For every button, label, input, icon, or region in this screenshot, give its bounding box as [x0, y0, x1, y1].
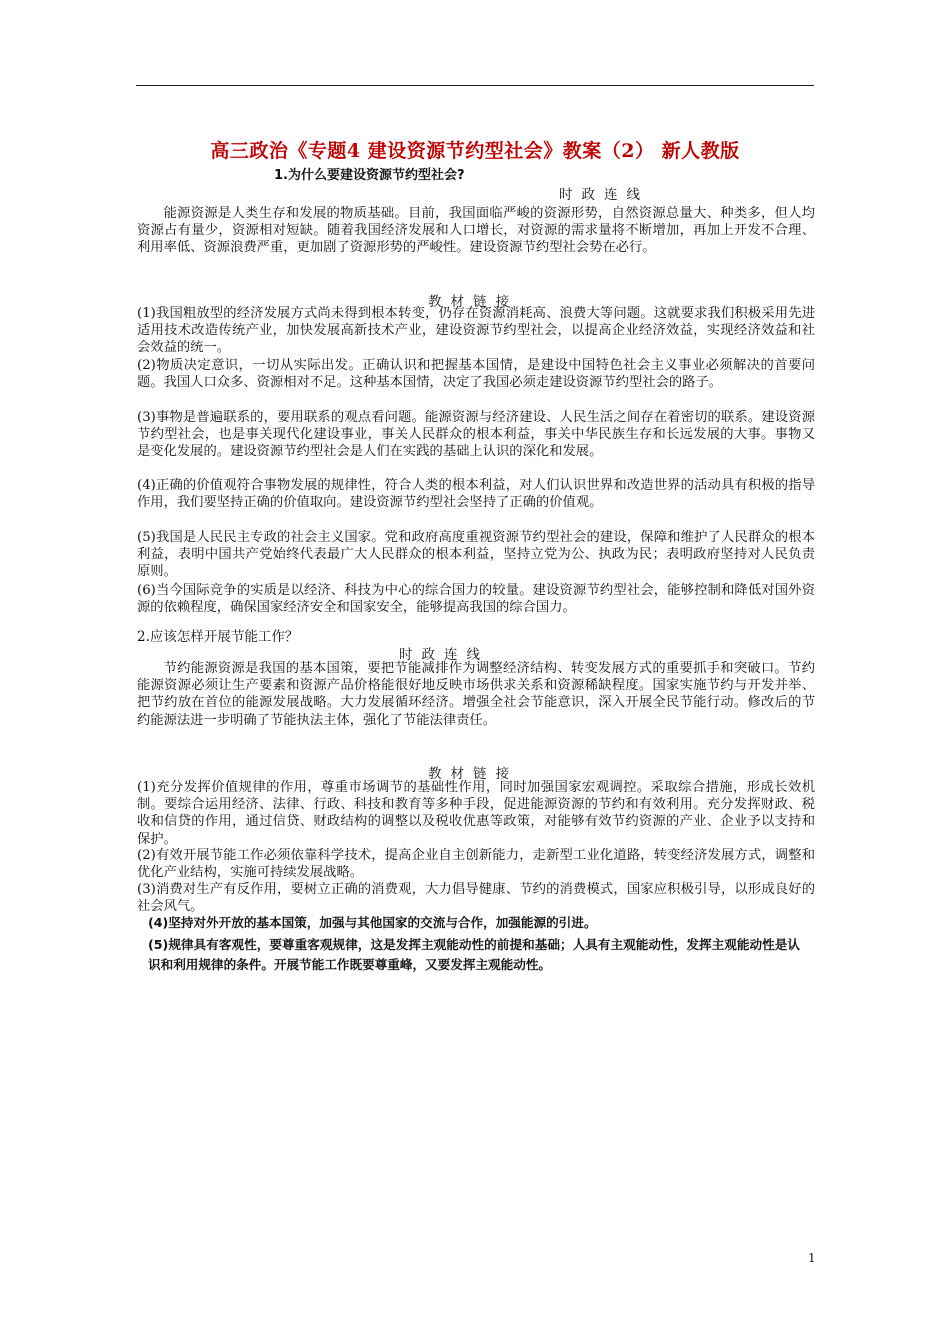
point-1-6: (6)当今国际竞争的实质是以经济、科技为中心的综合国力的较量。建设资源节约型社会，能够控制和降低对国外资源的依赖程度，确保国家经济安全和国家安全，能够提高我国的综合国力。	[137, 583, 815, 616]
news-paragraph-2: 节约能源资源是我国的基本国策，要把节能减排作为调整经济结构、转变发展方式的重要抓手和突破口。节约能源资源必须让生产要素和资源产品价格能很好地反映市场供求关系和资源稀缺程度。国家实施节约与开发并举、把节约放在首位的能源发展战略。大力发展循环经济。增强全社会节能意识，深入开展全民节能行动。修改后的节约能源法进一步明确了节能执法主体，强化了节能法律责任。	[137, 661, 815, 728]
question-1: 1.为什么要建设资源节约型社会?	[274, 168, 465, 183]
page-title: 高三政治《专题4 建设资源节约型社会》教案（2） 新人教版	[210, 140, 740, 162]
point-1-5: (5)我国是人民民主专政的社会主义国家。党和政府高度重视资源节约型社会的建设，保障和维护了人民群众的根本利益，表明中国共产党始终代表最广大人民群众的根本利益，坚持立党为公、执政为民；表明政府坚持对人民负责原则。	[137, 530, 815, 580]
point-2-2: (2)有效开展节能工作必须依靠科学技术，提高企业自主创新能力，走新型工业化道路，转变经济发展方式，调整和优化产业结构，实施可持续发展战略。	[137, 848, 815, 881]
header-rule	[136, 85, 814, 86]
page-number: 1	[808, 1251, 816, 1265]
point-1-1: (1)我国粗放型的经济发展方式尚未得到根本转变，仍存在资源消耗高、浪费大等问题。这就要求我们积极采用先进适用技术改造传统产业，加快发展高新技术产业，建设资源节约型社会，以提高企业经济效益，实现经济效益和社会效益的统一。	[137, 306, 815, 356]
heading-textbook-2: 教材链接	[428, 766, 518, 782]
point-2-5: (5)规律具有客观性，要尊重客观规律，这是发挥主观能动性的前提和基础；人具有主观能动性，发挥主观能动性是认识和利用规律的条件。开展节能工作既要尊重峰，又要发挥主观能动性。	[148, 937, 800, 972]
news-paragraph-1: 能源资源是人类生存和发展的物质基础。目前，我国面临严峻的资源形势，自然资源总量大、种类多，但人均资源占有量少，资源相对短缺。随着我国经济发展和人口增长，对资源的需求量将不断增加，再加上开发不合理、利用率低、资源浪费严重，更加剧了资源形势的严峻性。建设资源节约型社会势在必行。	[137, 206, 815, 256]
question-2: 2.应该怎样开展节能工作？	[137, 629, 299, 645]
heading-news-2: 时政连线	[399, 647, 489, 663]
point-1-2: (2)物质决定意识，一切从实际出发。正确认识和把握基本国情，是建设中国特色社会主义事业必须解决的首要问题。我国人口众多、资源相对不足。这种基本国情，决定了我国必须走建设资源节约型社会的路子。	[137, 358, 815, 391]
point-2-4: (4)坚持对外开放的基本国策，加强与其他国家的交流与合作，加强能源的引进。	[148, 915, 597, 930]
point-1-4: (4)正确的价值观符合事物发展的规律性，符合人类的根本利益，对人们认识世界和改造世界的活动具有积极的指导作用，我们要坚持正确的价值取向。建设资源节约型社会坚持了正确的价值观。	[137, 478, 815, 511]
point-1-3: (3)事物是普遍联系的，要用联系的观点看问题。能源资源与经济建设、人民生活之间存在着密切的联系。建设资源节约型社会，也是事关现代化建设事业，事关人民群众的根本利益，事关中华民族生存和长远发展的大事。事物又是变化发展的。建设资源节约型社会是人们在实践的基础上认识的深化和发展。	[137, 410, 815, 460]
point-2-1: (1)充分发挥价值规律的作用，尊重市场调节的基础性作用，同时加强国家宏观调控。采取综合措施，形成长效机制。要综合运用经济、法律、行政、科技和教育等多种手段，促进能源资源的节约和有效利用。充分发挥财政、税收和信贷的作用，通过信贷、财政结构的调整以及税收优惠等政策，对能够有效节约资源的产业、企业予以支持和保护。	[137, 780, 815, 847]
point-2-3: (3)消费对生产有反作用，要树立正确的消费观，大力倡导健康、节约的消费模式，国家应积极引导，以形成良好的社会风气。	[137, 882, 815, 915]
heading-news-1: 时政连线	[559, 187, 649, 203]
heading-textbook-1: 教材链接	[428, 294, 518, 310]
